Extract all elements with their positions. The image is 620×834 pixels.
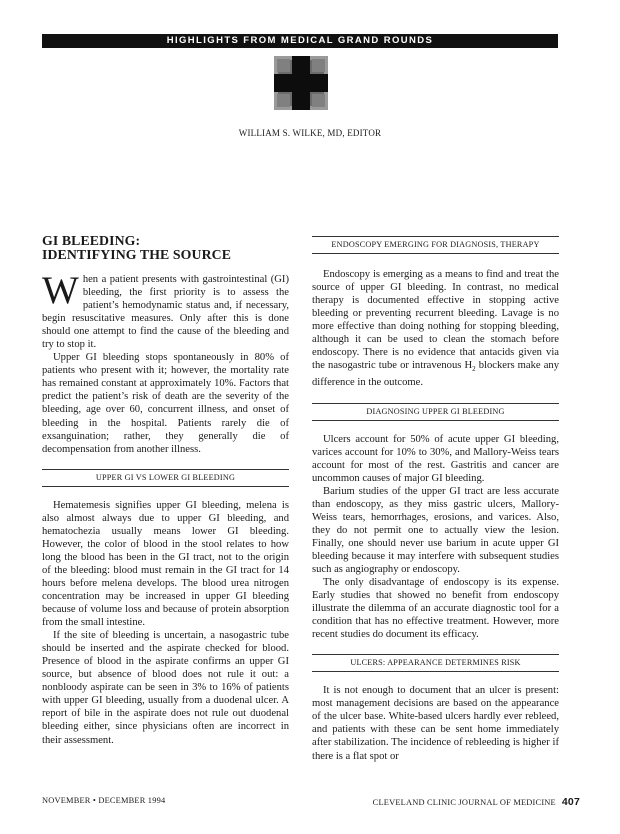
- intro-text: hen a patient presents with gastrointestinal (GI) bleeding, the first priority is to assess the patient’s hemodynamic status and, if necessary, begin resuscitative measures. Only after this is done should one attempt to find the cause of the bleeding and try to stop it.: [42, 274, 289, 351]
- page-number: 407: [561, 796, 580, 808]
- editor-credit: WILLIAM S. WILKE, MD, EDITOR: [238, 128, 382, 138]
- footer-date: NOVEMBER • DECEMBER 1994: [42, 796, 166, 805]
- section-banner: HIGHLIGHTS FROM MEDICAL GRAND ROUNDS: [42, 34, 558, 48]
- right-column: [312, 234, 559, 763]
- paragraph-ulcers-account: Ulcers account for 50% of acute upper GI bleeding, varices account for 10% to 30%, and Mallory-Weiss tears account for most of the rest. Gastritis and cancer are uncommon causes of major GI bleeding.: [312, 433, 559, 484]
- endoscopy-text-a: Endoscopy is emerging as a means to find and treat the source of upper GI bleeding. In contrast, no medical therapy is documented effective in stopping active bleeding or preventing recurrent bleeding. Lavage is no more effective than doing nothing for stopping bleeding, although it can be used to clean the stomach before endoscopy. There is no evidence that antacids given via the nasogastric tube or intravenous H: [312, 269, 559, 372]
- paragraph-mortality: Upper GI bleeding stops spontaneously in 80% of patients who present with it; however, the mortality rate has remained constant at approximately 10%. Factors that predict the patient’s risk of death are the severity of the bleeding, age over 60, concurrent illness, and onset of bleeding in the hospital. Patients rarely die of exsanguination; rather, they generally die of decompensation from another illness.: [42, 352, 289, 455]
- paragraph-ulcer-appearance: It is not enough to document that an ulcer is present: most management decisions are based on the appearance of the ulcer base. White-based ulcers hardly ever rebleed, and patients with these can be sent home immediately after stabilization. The incidence of rebleeding is higher if there is a flat spot or: [312, 685, 559, 762]
- footer-journal: [373, 796, 580, 808]
- title-line-1: GI BLEEDING:: [42, 233, 141, 248]
- section-heading-ulcers-risk: ULCERS: APPEARANCE DETERMINES RISK: [312, 654, 559, 672]
- drop-cap: W: [42, 269, 79, 312]
- section-heading-upper-vs-lower: UPPER GI VS LOWER GI BLEEDING: [42, 469, 289, 487]
- article-title: [42, 234, 289, 262]
- endoscopy-text-b: blockers make any difference in the outcome.: [312, 360, 560, 389]
- paragraph-barium: Barium studies of the upper GI tract are less accurate than endoscopy, as they miss gastric ulcers, Mallory-Weiss tears, hemorrhages, erosions, and varices. Also, they do not permit one to actually view the lesion. Finally, one should never use barium in acute upper GI bleeding because it may interfere with subsequent studies such as angiography or endoscopy.: [312, 485, 559, 575]
- section-heading-endoscopy: ENDOSCOPY EMERGING FOR DIAGNOSIS, THERAPY: [312, 236, 559, 254]
- paragraph-nasogastric: If the site of bleeding is uncertain, a nasogastric tube should be inserted and the aspirate checked for blood. Presence of blood in the aspirate confirms an upper GI source, but absence of blood does not rule it out: a nonbloody aspirate can be seen in 3% to 16% of patients with upper GI bleeding, usually from a duodenal ulcer. A report of bile in the aspirate does not rule out duodenal bleeding either, since physicians often are incorrect in their assessment.: [42, 630, 289, 746]
- intro-paragraph: [42, 269, 289, 351]
- journal-name: CLEVELAND CLINIC JOURNAL OF MEDICINE: [372, 798, 556, 807]
- section-heading-diagnosing: DIAGNOSING UPPER GI BLEEDING: [312, 403, 559, 421]
- cross-logo-icon: [274, 56, 328, 110]
- paragraph-hematemesis: Hematemesis signifies upper GI bleeding, melena is also almost always due to upper GI bleeding, and hematochezia usually means lower GI bleeding. However, the color of blood in the stool relates to how long the blood has been in the GI tract, not to the origin of the bleeding: blood must remain in the GI tract for 14 hours before melena develops. The blood urea nitrogen concentration may be increased in upper GI bleeding because of volume loss and because of protein absorption from the small intestine.: [42, 499, 289, 629]
- subscript-2: 2: [472, 365, 476, 374]
- left-column: [42, 234, 289, 747]
- paragraph-disadvantage: The only disadvantage of endoscopy is its expense. Early studies that showed no benefit from endoscopy illustrate the dilemma of an accurate diagnostic tool for a condition that has no effective treatment. However, more recent studies do document its efficacy.: [312, 577, 559, 641]
- title-line-2: IDENTIFYING THE SOURCE: [42, 247, 232, 262]
- paragraph-endoscopy: [312, 268, 559, 390]
